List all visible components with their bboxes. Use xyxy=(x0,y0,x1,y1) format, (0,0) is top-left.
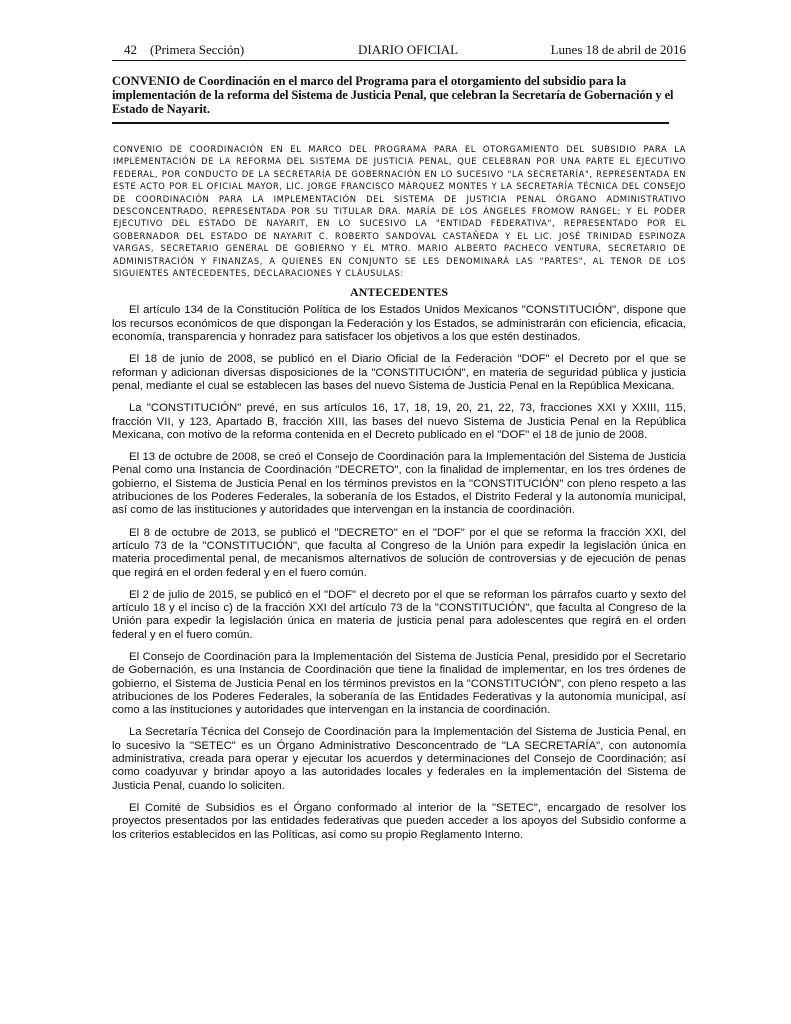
paragraph: El Consejo de Coordinación para la Implementación del Sistema de Justicia Penal, presidido por el Secretario de Gobernación, es una Instancia de Coordinación que tiene la finalidad de implementar, en los tres órdenes de gobierno, el Sistema de Justicia Penal en los términos previstos en la "CONSTITUCIÓN", con pleno respeto a las atribuciones de los Poderes Federales, la soberanía de las Entidades Federativas y la autonomía municipal, así como a las instituciones y autoridades que intervengan en la instancia de coordinación. xyxy=(112,651,686,717)
paragraph: El 2 de julio de 2015, se publicó en el "DOF" el decreto por el que se reforman los párrafos cuarto y sexto del artículo 18 y el inciso c) de la fracción XXI del artículo 73 de la "CONSTITUCIÓN", que faculta al Congreso de la Unión para expedir la legislación única en materia de justicia penal para adolescentes que regirá en el orden federal y en el fuero común. xyxy=(112,588,686,641)
page-header xyxy=(112,41,686,59)
paragraph: El 13 de octubre de 2008, se creó el Consejo de Coordinación para la Implementación del Sistema de Justicia Penal como una Instancia de Coordinación "DECRETO", con la finalidad de implementar, en los tres órdenes de gobierno, el Sistema de Justicia Penal en los términos previstos en la "CONSTITUCIÓN" con pleno respeto a las atribuciones de los Poderes Federales, la soberanía de los Estados, el Distrito Federal y la autonomía municipal, así como de las instituciones y autoridades que intervengan en la instancia de coordinación. xyxy=(112,451,686,517)
publication-name: DIARIO OFICIAL xyxy=(358,42,459,57)
paragraph: La Secretaría Técnica del Consejo de Coordinación para la Implementación del Sistema de Justicia Penal, en lo sucesivo la "SETEC" es un Órgano Administrativo Desconcentrado de "LA SECRETARÍA", con autonomía administrativa, creada para operar y ejecutar los acuerdos y determinaciones del Consejo de Coordinación; así como coadyuvar y brindar apoyo a las autoridades locales y federales en la implementación del Sistema de Justicia Penal, cuando lo soliciten. xyxy=(112,726,686,792)
page-number-section: 42 (Primera Sección) xyxy=(124,42,245,57)
paragraph: El 18 de junio de 2008, se publicó en el Diario Oficial de la Federación "DOF" el Decreto por el que se reforman y adicionan diversas disposiciones de la "CONSTITUCIÓN", en materia de seguridad pública y justicia penal, mediante el cual se establecen las bases del nuevo Sistema de Justicia Penal en la República Mexicana. xyxy=(112,353,686,392)
paragraph: El 8 de octubre de 2013, se publicó el "DECRETO" en el "DOF" por el que se reforma la fracción XXI, del artículo 73 de la "CONSTITUCIÓN", que faculta al Congreso de la Unión para expedir la legislación única en materia procedimental penal, de mecanismos alternativos de solución de controversias y de ejecución de penas que regirá en el orden federal y en el fuero común. xyxy=(112,526,686,579)
section-heading: ANTECEDENTES xyxy=(349,285,449,300)
paragraph: El artículo 134 de la Constitución Política de los Estados Unidos Mexicanos "CONSTITUCIÓN", dispone que los recursos económicos de que dispongan la Federación y los Estados, se administrarán con eficiencia, eficacia, economía, transparencia y honradez para satisfacer los objetivos a los que estén destinados. xyxy=(112,304,686,344)
paragraph: El Comité de Subsidios es el Órgano conformado al interior de la "SETEC", encargado de resolver los proyectos presentados por las entidades federativas que pueden acceder a los apoyos del Subsidio conforme a los criterios establecidos en las Políticas, así como su propio Reglamento Interno. xyxy=(112,801,686,841)
header-rule xyxy=(112,60,686,61)
title-rule xyxy=(112,122,669,124)
document-title: CONVENIO de Coordinación en el marco del Programa para el otorgamiento del subsidio para la implementación de la reforma del Sistema de Justicia Penal, que celebran la Secretaría de Gobernación y el Estado de Nayarit. xyxy=(112,74,674,116)
document-page xyxy=(112,41,686,851)
paragraph: La "CONSTITUCIÓN" prevé, en sus artículos 16, 17, 18, 19, 20, 21, 22, 73, fracciones XXI y XXIII, 115, fracción VII, y 123, Apartado B, fracción XIII, las bases del nuevo Sistema de Justicia Penal en la República Mexicana, con motivo de la reforma contenida en el Decreto publicado en el "DOF" el 18 de junio de 2008. xyxy=(112,402,686,441)
paragraph-list xyxy=(112,304,686,841)
intro-paragraph: CONVENIO DE COORDINACIÓN EN EL MARCO DEL PROGRAMA PARA EL OTORGAMIENTO DEL SUBSIDIO PARA LA IMPLEMENTACIÓN DE LA REFORMA DEL SISTEMA DE JUSTICIA PENAL, QUE CELEBRAN POR UNA PARTE EL EJECUTIVO FEDERAL, POR CONDUCTO DE LA SECRETARÍA DE GOBERNACIÓN EN LO SUCESIVO "LA SECRETARÍA", REPRESENTADA EN ESTE ACTO POR EL OFICIAL MAYOR, LIC. JORGE FRANCISCO MÁRQUEZ MONTES Y LA SECRETARÍA TÉCNICA DEL CONSEJO DE COORDINACIÓN PARA LA IMPLEMENTACIÓN DEL SISTEMA DE JUSTICIA PENAL ÓRGANO ADMINISTRATIVO DESCONCENTRADO, REPRESENTADA POR SU TITULAR DRA. MARÍA DE LOS ÁNGELES FROMOW RANGEL; Y EL PODER EJECUTIVO DEL ESTADO DE NAYARIT, EN LO SUCESIVO LA "ENTIDAD FEDERATIVA", REPRESENTADO POR EL GOBERNADOR DEL ESTADO DE NAYARIT C. ROBERTO SANDOVAL CASTAÑEDA Y EL LIC. JOSÉ TRINIDAD ESPINOZA VARGAS, SECRETARIO GENERAL DE GOBIERNO Y EL MTRO. MARIO ALBERTO PACHECO VENTURA, SECRETARIO DE ADMINISTRACIÓN Y FINANZAS, A QUIENES EN CONJUNTO SE LES DENOMINARÁ LAS "PARTES", AL TENOR DE LOS SIGUIENTES ANTECEDENTES, DECLARACIONES Y CLÁUSULAS: xyxy=(113,144,686,279)
publication-date: Lunes 18 de abril de 2016 xyxy=(550,42,686,57)
